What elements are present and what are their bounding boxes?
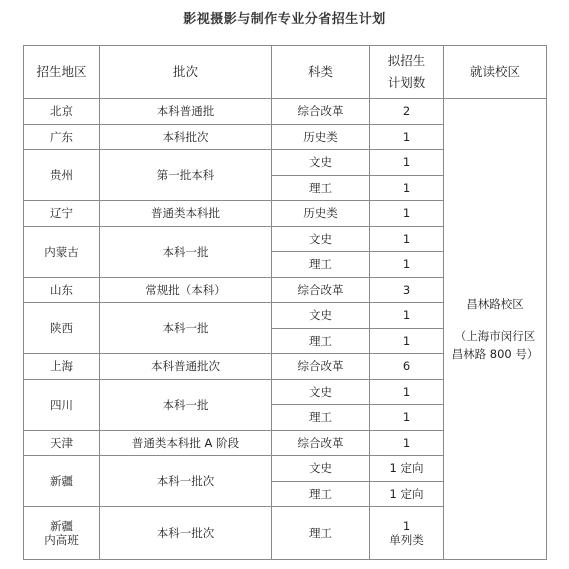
header-plan-line1: 拟招生 bbox=[387, 53, 426, 68]
header-batch: 批次 bbox=[100, 46, 272, 99]
cell-region: 陕西 bbox=[24, 303, 100, 354]
cell-subject: 综合改革 bbox=[272, 354, 370, 380]
cell-subject: 综合改革 bbox=[272, 277, 370, 303]
cell-subject: 文史 bbox=[272, 456, 370, 482]
table-row bbox=[24, 99, 547, 125]
cell-subject: 文史 bbox=[272, 303, 370, 329]
cell-plan: 1 bbox=[370, 303, 444, 329]
header-campus: 就读校区 bbox=[444, 46, 547, 99]
table-header-row bbox=[24, 46, 547, 99]
header-plan bbox=[370, 46, 444, 99]
cell-subject: 综合改革 bbox=[272, 99, 370, 125]
cell-plan bbox=[370, 507, 444, 560]
campus-address-line2: 昌林路 800 号） bbox=[451, 347, 539, 361]
cell-batch: 本科一批 bbox=[100, 226, 272, 277]
cell-plan: 1 定向 bbox=[370, 481, 444, 507]
cell-batch: 第一批本科 bbox=[100, 150, 272, 201]
cell-plan: 1 定向 bbox=[370, 456, 444, 482]
cell-subject: 理工 bbox=[272, 405, 370, 431]
cell-region: 山东 bbox=[24, 277, 100, 303]
cell-plan: 1 bbox=[370, 226, 444, 252]
cell-subject: 文史 bbox=[272, 379, 370, 405]
header-subject: 科类 bbox=[272, 46, 370, 99]
cell-region-line2: 内高班 bbox=[44, 533, 79, 547]
cell-region: 内蒙古 bbox=[24, 226, 100, 277]
page-title: 影视摄影与制作专业分省招生计划 bbox=[183, 12, 386, 27]
cell-batch: 常规批（本科） bbox=[100, 277, 272, 303]
cell-region bbox=[24, 507, 100, 560]
cell-plan: 1 bbox=[370, 379, 444, 405]
cell-region: 辽宁 bbox=[24, 201, 100, 227]
cell-plan: 1 bbox=[370, 430, 444, 456]
cell-subject: 综合改革 bbox=[272, 430, 370, 456]
cell-plan: 1 bbox=[370, 124, 444, 150]
enrollment-table bbox=[23, 45, 547, 560]
cell-subject: 理工 bbox=[272, 507, 370, 560]
cell-subject: 文史 bbox=[272, 150, 370, 176]
header-plan-line2: 计划数 bbox=[387, 75, 426, 90]
cell-subject: 历史类 bbox=[272, 201, 370, 227]
cell-batch: 本科批次 bbox=[100, 124, 272, 150]
cell-plan: 1 bbox=[370, 175, 444, 201]
cell-region: 天津 bbox=[24, 430, 100, 456]
cell-subject: 理工 bbox=[272, 481, 370, 507]
cell-batch: 本科普通批 bbox=[100, 99, 272, 125]
cell-subject: 文史 bbox=[272, 226, 370, 252]
cell-subject: 理工 bbox=[272, 252, 370, 278]
cell-plan: 1 bbox=[370, 405, 444, 431]
cell-region: 新疆 bbox=[24, 456, 100, 507]
cell-region: 广东 bbox=[24, 124, 100, 150]
cell-plan: 3 bbox=[370, 277, 444, 303]
cell-batch: 本科一批 bbox=[100, 379, 272, 430]
cell-batch: 普通类本科批 bbox=[100, 201, 272, 227]
cell-plan: 1 bbox=[370, 328, 444, 354]
cell-subject: 理工 bbox=[272, 328, 370, 354]
cell-batch: 本科一批次 bbox=[100, 456, 272, 507]
cell-plan-line1: 1 bbox=[402, 519, 411, 533]
campus-name: 昌林路校区 bbox=[466, 297, 524, 311]
cell-campus bbox=[444, 99, 547, 560]
cell-batch: 本科普通批次 bbox=[100, 354, 272, 380]
cell-batch: 本科一批 bbox=[100, 303, 272, 354]
cell-plan: 2 bbox=[370, 99, 444, 125]
cell-batch: 本科一批次 bbox=[100, 507, 272, 560]
header-region: 招生地区 bbox=[24, 46, 100, 99]
cell-region: 上海 bbox=[24, 354, 100, 380]
campus-address-line1: （上海市闵行区 bbox=[454, 329, 536, 343]
cell-batch: 普通类本科批 A 阶段 bbox=[100, 430, 272, 456]
cell-region: 四川 bbox=[24, 379, 100, 430]
cell-plan: 1 bbox=[370, 150, 444, 176]
cell-subject: 历史类 bbox=[272, 124, 370, 150]
cell-plan-line2: 单列类 bbox=[389, 533, 424, 547]
cell-plan: 1 bbox=[370, 201, 444, 227]
cell-region: 北京 bbox=[24, 99, 100, 125]
cell-subject: 理工 bbox=[272, 175, 370, 201]
cell-region: 贵州 bbox=[24, 150, 100, 201]
cell-plan: 1 bbox=[370, 252, 444, 278]
cell-region-line1: 新疆 bbox=[50, 519, 73, 533]
cell-plan: 6 bbox=[370, 354, 444, 380]
